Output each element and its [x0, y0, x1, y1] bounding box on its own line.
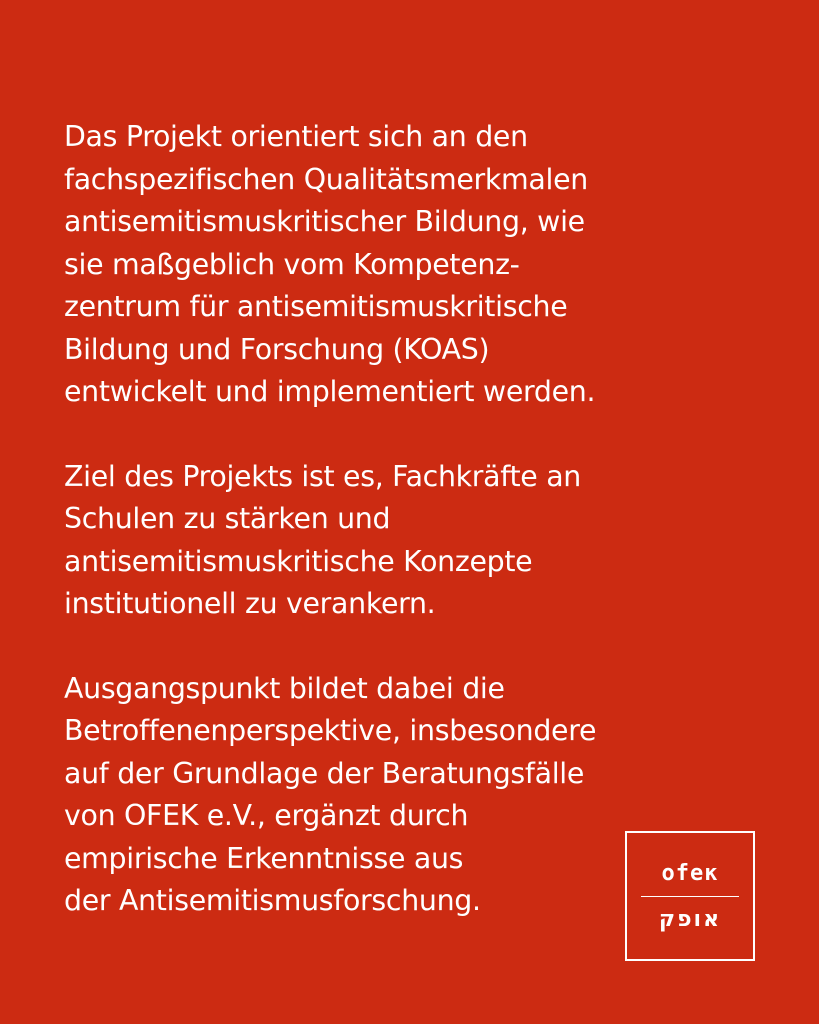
- text-line: fachspezifischen Qualitätsmerkmalen: [64, 162, 588, 196]
- logo-divider: [641, 896, 739, 897]
- logo-hebrew-text: אופק: [658, 907, 722, 932]
- text-line: Bildung und Forschung (KOAS): [64, 332, 490, 366]
- text-line: zentrum für antisemitismuskritische: [64, 290, 568, 323]
- text-line: auf der Grundlage der Beratungsfälle: [64, 756, 585, 790]
- paragraph-1: [64, 116, 764, 414]
- text-line: entwickelt und implementiert werden.: [64, 375, 596, 408]
- text-line: institutionell zu verankern.: [64, 587, 436, 620]
- text-line: antisemitismuskritische Konzepte: [64, 544, 533, 578]
- text-line: Betroffenenperspektive, insbesondere: [64, 714, 597, 747]
- paragraph-2: [64, 456, 764, 626]
- text-line: antisemitismuskritischer Bildung, wie: [64, 205, 585, 238]
- text-line: empirische Erkenntnisse aus: [64, 841, 464, 875]
- ofek-logo: [625, 831, 755, 961]
- logo-latin-text: ofeк: [661, 861, 719, 886]
- text-line: Schulen zu stärken und: [64, 502, 391, 535]
- text-line: von OFEK e.V., ergänzt durch: [64, 799, 469, 832]
- text-line: sie maßgeblich vom Kompetenz-: [64, 247, 520, 281]
- text-line: Das Projekt orientiert sich an den: [64, 120, 528, 153]
- text-line: Ausgangspunkt bildet dabei die: [64, 671, 505, 705]
- body-text: [64, 116, 764, 923]
- text-line: Ziel des Projekts ist es, Fachkräfte an: [64, 459, 581, 493]
- text-line: der Antisemitismusforschung.: [64, 884, 481, 917]
